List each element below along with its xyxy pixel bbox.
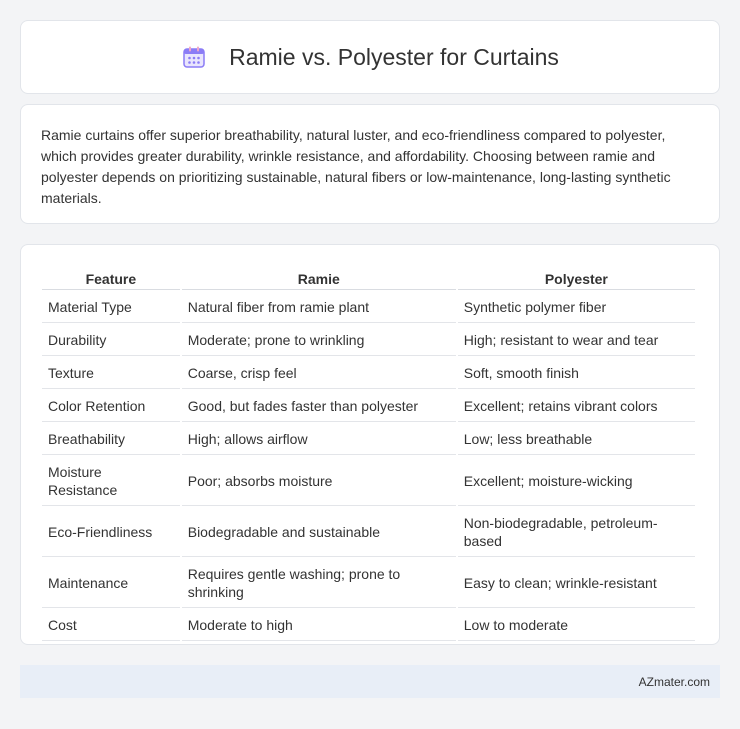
table-cell-polyester: Excellent; retains vibrant colors <box>458 391 695 422</box>
footer-site-name: AZmater.com <box>638 674 710 689</box>
table-row <box>42 559 695 608</box>
comparison-table-card <box>20 244 720 645</box>
table-cell-feature: Moisture Resistance <box>42 457 180 506</box>
intro-card <box>20 104 720 224</box>
table-cell-ramie: Good, but fades faster than polyester <box>182 391 456 422</box>
table-cell-feature: Texture <box>42 358 180 389</box>
title-wrap <box>181 44 559 71</box>
header-ramie: Ramie <box>182 267 456 290</box>
table-row <box>42 610 695 641</box>
table-row <box>42 292 695 323</box>
header-feature: Feature <box>42 267 180 290</box>
table-cell-polyester: Easy to clean; wrinkle-resistant <box>458 559 695 608</box>
table-cell-feature: Color Retention <box>42 391 180 422</box>
table-row <box>42 358 695 389</box>
title-card <box>20 20 720 94</box>
table-cell-ramie: Biodegradable and sustainable <box>182 508 456 557</box>
comparison-table <box>40 265 697 643</box>
table-cell-feature: Eco-Friendliness <box>42 508 180 557</box>
table-cell-feature: Breathability <box>42 424 180 455</box>
table-header-row <box>42 267 695 290</box>
table-row <box>42 508 695 557</box>
table-cell-ramie: Coarse, crisp feel <box>182 358 456 389</box>
table-cell-polyester: Low; less breathable <box>458 424 695 455</box>
table-row <box>42 457 695 506</box>
calendar-icon <box>181 44 207 70</box>
table-cell-ramie: Requires gentle washing; prone to shrinking <box>182 559 456 608</box>
table-cell-ramie: Poor; absorbs moisture <box>182 457 456 506</box>
table-cell-polyester: Soft, smooth finish <box>458 358 695 389</box>
page-title: Ramie vs. Polyester for Curtains <box>229 43 559 70</box>
table-row <box>42 424 695 455</box>
table-cell-polyester: Non-biodegradable, petroleum-based <box>458 508 695 557</box>
intro-text: Ramie curtains offer superior breathability, natural luster, and eco-friendliness compared to polyester, which provides greater durability, wrinkle resistance, and affordability. Choosing between ramie and polyester depends on prioritizing sustainable, natural fibers or low-maintenance, long-lasting synthetic materials. <box>41 127 671 206</box>
table-row <box>42 391 695 422</box>
table-cell-ramie: Natural fiber from ramie plant <box>182 292 456 323</box>
table-cell-feature: Cost <box>42 610 180 641</box>
table-cell-polyester: Synthetic polymer fiber <box>458 292 695 323</box>
table-cell-ramie: High; allows airflow <box>182 424 456 455</box>
table-cell-ramie: Moderate; prone to wrinkling <box>182 325 456 356</box>
footer <box>20 665 720 698</box>
header-polyester: Polyester <box>458 267 695 290</box>
table-cell-polyester: Excellent; moisture-wicking <box>458 457 695 506</box>
table-cell-feature: Durability <box>42 325 180 356</box>
table-cell-ramie: Moderate to high <box>182 610 456 641</box>
table-cell-polyester: High; resistant to wear and tear <box>458 325 695 356</box>
table-cell-feature: Maintenance <box>42 559 180 608</box>
table-row <box>42 325 695 356</box>
table-cell-polyester: Low to moderate <box>458 610 695 641</box>
table-cell-feature: Material Type <box>42 292 180 323</box>
